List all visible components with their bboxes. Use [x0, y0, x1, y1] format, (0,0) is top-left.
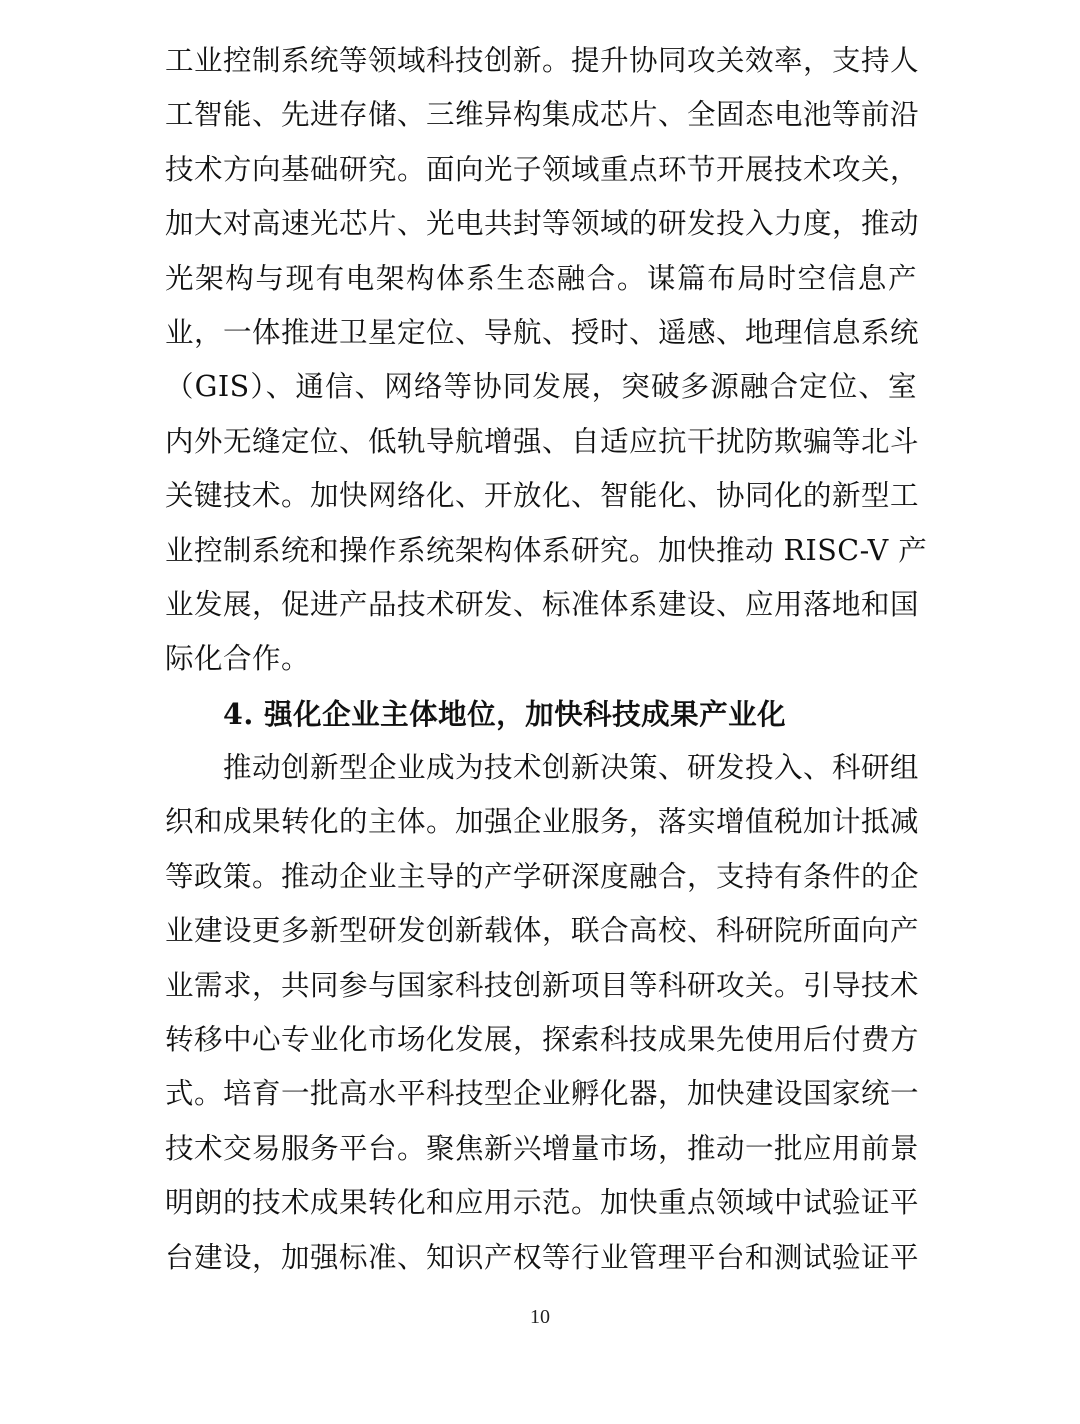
text-line: 业建设更多新型研发创新载体，联合高校、科研院所面向产 — [165, 914, 920, 948]
text-line: 内外无缝定位、低轨导航增强、自适应抗干扰防欺骗等北斗 — [165, 424, 920, 458]
text-line: 明朗的技术成果转化和应用示范。加快重点领域中试验证平 — [165, 1186, 920, 1220]
text-line: 式。培育一批高水平科技型企业孵化器，加快建设国家统一 — [165, 1077, 920, 1111]
page-body — [165, 34, 928, 1285]
text-line: 工业控制系统等领域科技创新。提升协同攻关效率，支持人 — [165, 44, 920, 77]
text-line: 技术交易服务平台。聚焦新兴增量市场，推动一批应用前景 — [165, 1131, 920, 1165]
text-line: 推动创新型企业成为技术创新决策、研发投入、科研组 — [223, 751, 920, 785]
text-line: 光架构与现有电架构体系生态融合。谋篇布局时空信息产 — [165, 261, 917, 295]
text-line: 业发展，促进产品技术研发、标准体系建设、应用落地和国 — [165, 587, 920, 621]
page-number: 10 — [530, 1306, 550, 1328]
paragraph-2 — [165, 741, 920, 1285]
text-line: 业需求，共同参与国家科技创新项目等科研攻关。引导技术 — [165, 968, 920, 1002]
text-line: 织和成果转化的主体。加强企业服务，落实增值税加计抵减 — [165, 805, 920, 839]
text-line: 业，一体推进卫星定位、导航、授时、遥感、地理信息系统 — [165, 315, 920, 349]
text-line: 加大对高速光芯片、光电共封等领域的研发投入力度，推动 — [165, 207, 920, 241]
text-line: 工智能、先进存储、三维异构集成芯片、全固态电池等前沿 — [165, 98, 920, 132]
text-line: （GIS）、通信、网络等协同发展，突破多源融合定位、室 — [165, 370, 917, 404]
text-line: 技术方向基础研究。面向光子领域重点环节开展技术攻关， — [165, 152, 920, 186]
text-line: 台建设，加强标准、知识产权等行业管理平台和测试验证平 — [165, 1240, 920, 1274]
section-heading: 4. 强化企业主体地位，加快科技成果产业化 — [223, 696, 787, 731]
text-line: 关键技术。加快网络化、开放化、智能化、协同化的新型工 — [165, 479, 920, 513]
paragraph-1 — [165, 34, 928, 687]
text-line: 际化合作。 — [165, 642, 311, 676]
text-line: 业控制系统和操作系统架构体系研究。加快推动 RISC-V 产 — [165, 533, 928, 567]
text-line: 转移中心专业化市场化发展，探索科技成果先使用后付费方 — [165, 1023, 920, 1057]
text-line: 等政策。推动企业主导的产学研深度融合，支持有条件的企 — [165, 859, 920, 893]
